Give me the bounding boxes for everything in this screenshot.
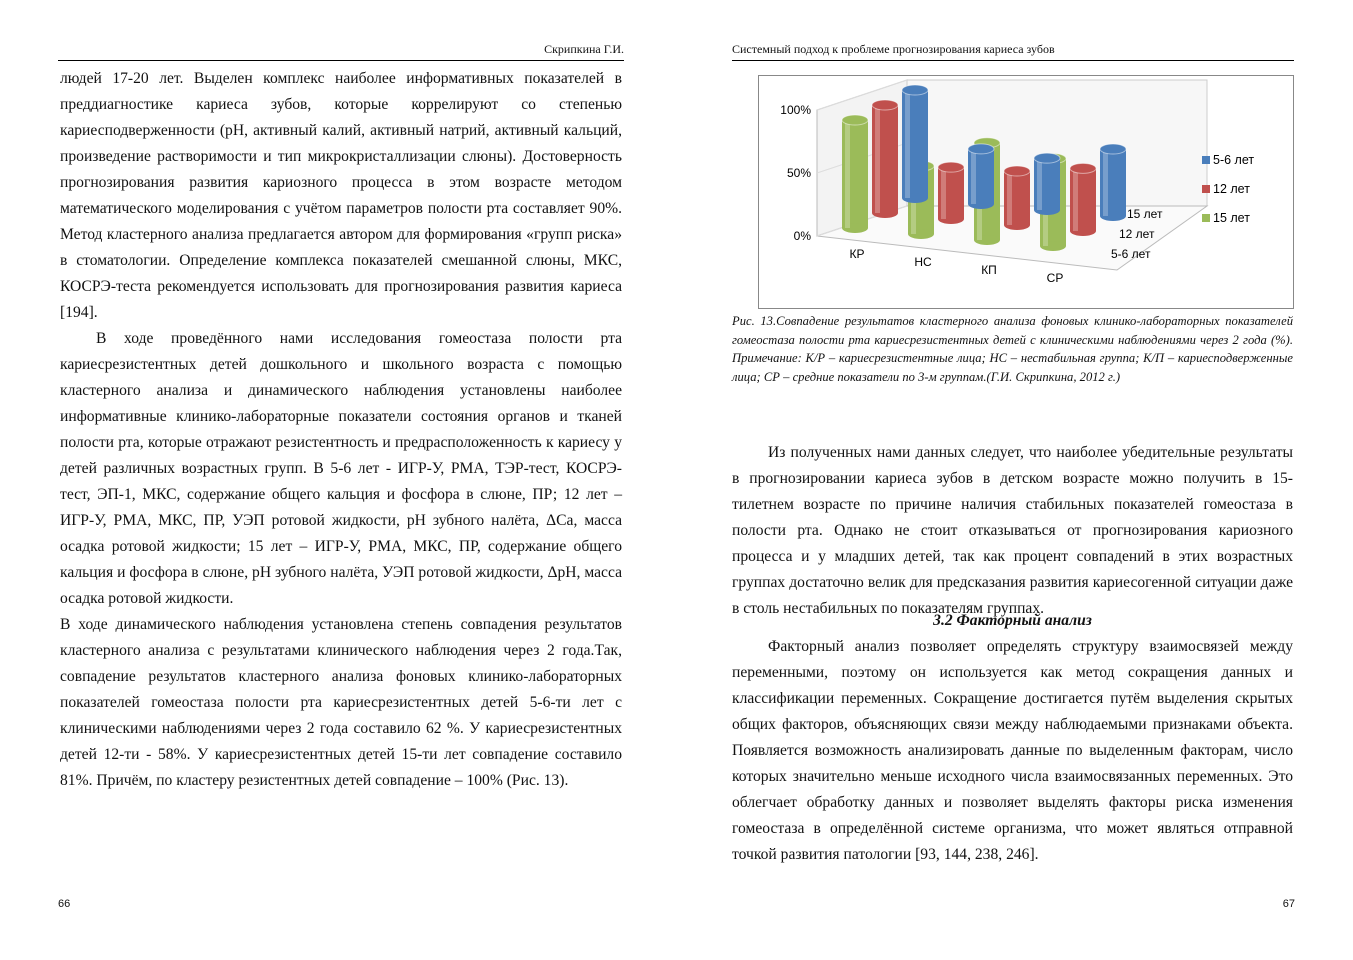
y-tick-label: 50% xyxy=(786,166,811,180)
chart-legend xyxy=(1202,153,1254,225)
paragraph-2: В ходе проведённого нами исследования гомеостаза полости рта кариесрезистентных детей дошкольного и школьного возраста с помощью кластерного анализа и динамического наблюдения установлены наиболее информативные клинико-лабораторные показатели состояния органов и тканей полости рта, которые отражают резистентность и предрасположенность к кариесу у детей различных возрастных групп. В 5-6 лет - ИГР-У, РМА, ТЭР-тест, КОСРЭ-тест, ЭП-1, МКС, содержание общего кальция и фосфора в слюне, ПР; 12 лет – ИГР-У, РМА, МКС, ПР, УЭП ротовой жидкости, pH зубного налёта, ΔCa, масса осадка ротовой жидкости; 15 лет – ИГР-У, РМА, МКС, ПР, содержание общего кальция и фосфора в слюне, pH зубного налёта, УЭП ротовой жидкости, ΔpH, масса осадка ротовой жидкости. xyxy=(60,330,622,607)
section-title: 3.2 Факторный анализ xyxy=(933,612,1092,629)
section-paragraph: Факторный анализ позволяет определять структуру взаимосвязей между переменными, поэтому он используется как метод сокращения данных и классификации переменных. Сокращение достигается путём выделения скрытых общих факторов, объясняющих связи между наблюдаемыми признаками объекта. Появляется возможность анализировать данные по выделенным факторам, число которых значительно меньше исходного числа взаимосвязанных переменных. Это облегчает обработку данных и позволяет выделять факторы риска изменения гомеостаза в определённой системе организма, что может являться отправной точкой развития патологии [93, 144, 238, 246]. xyxy=(732,638,1293,863)
bar-top xyxy=(842,115,868,125)
depth-label: 5-6 лет xyxy=(1111,247,1151,261)
bar-top xyxy=(968,144,994,154)
page-number-right: 67 xyxy=(1282,898,1295,910)
left-body-text xyxy=(60,66,622,794)
bar-5-6 лет-НС xyxy=(968,144,994,209)
category-label: КР xyxy=(849,247,865,261)
depth-label: 15 лет xyxy=(1127,207,1163,221)
header-rule-left xyxy=(58,60,624,61)
paragraph-after-chart: Из полученных нами данных следует, что наиболее убедительные результаты в прогнозировании кариеса зубов в детском возрасте можно получить в 15-тилетнем возрасте по причине наличия стабильных показателей гомеостаза в полости рта. Однако не стоит отказываться от прогнозирования кариозного процесса и у младших детей, так как процент совпадений в этих возрастных группах достаточно велик для предсказания развития кариесогенной ситуации даже в столь нестабильных по показателям группах. xyxy=(732,444,1293,617)
bar-12 лет-СР xyxy=(1070,163,1096,236)
category-label: КП xyxy=(981,263,997,277)
bar-12 лет-НС xyxy=(938,162,964,224)
running-head-left: Скрипкина Г.И. xyxy=(544,42,624,56)
y-tick-label: 100% xyxy=(780,103,811,117)
bar-highlight xyxy=(1007,171,1012,225)
legend-label: 15 лет xyxy=(1213,211,1250,225)
bar-top xyxy=(1100,144,1126,154)
category-label: СР xyxy=(1046,271,1064,285)
bar-top xyxy=(1034,153,1060,163)
legend-swatch xyxy=(1202,214,1210,222)
bar-12 лет-КР xyxy=(872,100,898,218)
paragraph-1: людей 17-20 лет. Выделен комплекс наиболее информативных показателей в преддиагностике кариеса зубов, которые коррелируют со степенью кариесподверженности (pH, активный калий, активный натрий, активный кальций, произведение растворимости и тип микрокристаллизации слюны). Достоверность прогнозирования развития кариозного процесса в этом возрасте методом математического моделирования с учётом параметров полости рта составляет 90%. Метод кластерного анализа предлагается автором для формирования «групп риска» в стоматологии. Определение комплекса показателей смешанной слюны, МКС, КОСРЭ-теста рекомендуется использовать для прогнозирования развития кариеса [194]. xyxy=(60,70,622,321)
legend-label: 12 лет xyxy=(1213,182,1250,196)
legend-swatch xyxy=(1202,185,1210,193)
left-page xyxy=(0,0,676,960)
depth-label: 12 лет xyxy=(1119,227,1155,241)
chart-svg xyxy=(759,76,1293,308)
bar-15 лет-КР xyxy=(842,115,868,233)
bar-highlight xyxy=(941,167,946,219)
bar-5-6 лет-КП xyxy=(1034,153,1060,215)
bar-highlight xyxy=(845,120,850,228)
legend-label: 5-6 лет xyxy=(1213,153,1255,167)
bar-highlight xyxy=(875,105,880,213)
bar-top xyxy=(872,100,898,110)
page-number-left: 66 xyxy=(58,898,71,910)
y-tick-label: 0% xyxy=(793,229,811,243)
bar-top xyxy=(1004,166,1030,176)
category-label: НС xyxy=(914,255,932,269)
bar-top xyxy=(1070,163,1096,173)
bar-highlight xyxy=(1073,168,1078,231)
bar-highlight xyxy=(971,149,976,204)
bar-5-6 лет-КР xyxy=(902,85,928,203)
right-page xyxy=(676,0,1353,960)
header-rule-right xyxy=(732,60,1294,61)
section-body-text xyxy=(732,634,1293,868)
bar-top xyxy=(938,162,964,172)
figure-13-chart xyxy=(758,75,1294,309)
bar-highlight xyxy=(905,90,910,198)
bar-top xyxy=(902,85,928,95)
legend-swatch xyxy=(1202,156,1210,164)
running-head-right: Системный подход к проблеме прогнозирования кариеса зубов xyxy=(732,42,1055,56)
bar-12 лет-КП xyxy=(1004,166,1030,230)
right-body-text xyxy=(732,440,1293,622)
figure-caption: Рис. 13.Совпадение результатов кластерного анализа фоновых клинико-лабораторных показателей гомеостаза полости рта кариесрезистентных детей с клиническими наблюдениями через 2 года (%). Примечание: К/Р – кариесрезистентные лица; НС – нестабильная группа; К/П – кариесподверженные лица; СР – средние показатели по 3-м группам.(Г.И. Скрипкина, 2012 г.) xyxy=(732,314,1293,384)
bar-highlight xyxy=(1037,158,1042,210)
bar-5-6 лет-СР xyxy=(1100,144,1126,221)
paragraph-3: В ходе динамического наблюдения установлена степень совпадения результатов кластерного анализа с результатами клинического наблюдения через 2 года.Так, совпадение результатов кластерного анализа фоновых клинико-лабораторных показателей гомеостаза полости рта кариесрезистентных детей 5-6-ти лет с клиническими наблюдениями через 2 года составило 62 %. У кариесрезистентных детей 12-ти - 58%. У кариесрезистентных детей 15-ти лет совпадение составило 81%. Причём, по кластеру резистентных детей совпадение – 100% (Рис. 13). xyxy=(60,616,622,789)
bar-highlight xyxy=(1103,149,1108,216)
